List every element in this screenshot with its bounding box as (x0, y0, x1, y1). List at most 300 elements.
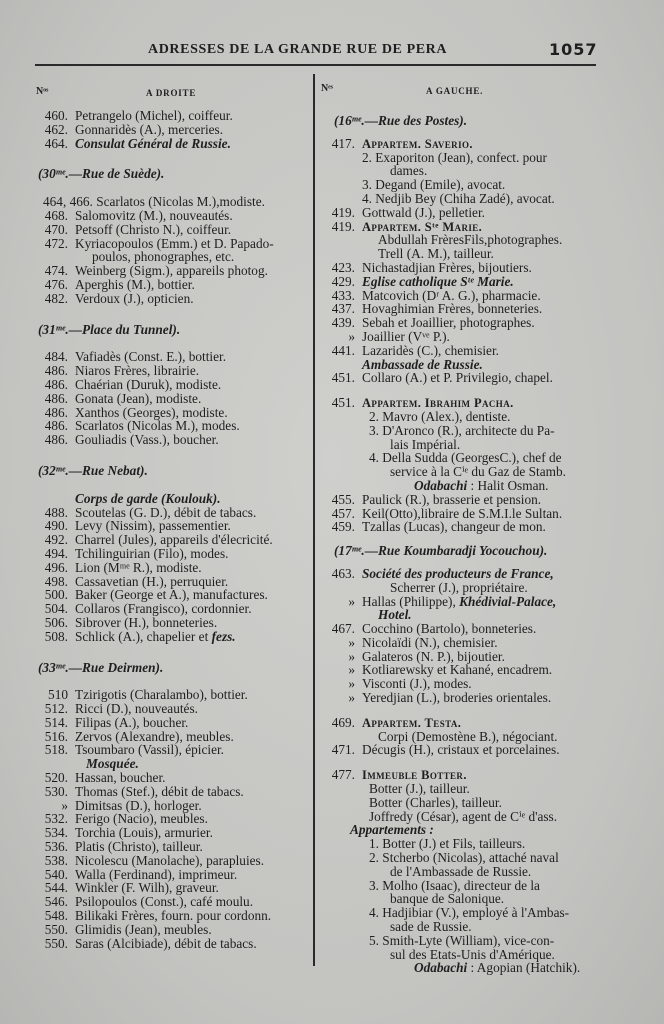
entry-number: 468. (44, 207, 68, 223)
entry-text: Hovaghimian Frères, bonneteries. (362, 301, 543, 317)
directory-entry (36, 350, 311, 364)
entry-text: 4. Nedjib Bey (Chiha Zadé), avocat. (362, 190, 555, 206)
directory-entry (36, 137, 311, 151)
entry-text: 3. D'Aronco (R.), architecte du Pa- (369, 422, 555, 438)
entry-number: 439. (331, 315, 355, 331)
entry-number: 459. (331, 519, 355, 535)
entry-number: 506. (44, 614, 68, 630)
entry-number: 417. (331, 135, 355, 151)
entry-number: 530. (44, 783, 68, 799)
entry-number: 508. (44, 628, 68, 644)
entry-number: 476. (44, 276, 68, 292)
entry-number: 460. (44, 108, 68, 123)
entry-text: : Agopian (Hatchik). (467, 960, 581, 976)
directory-entry (320, 567, 602, 581)
entry-number: 498. (44, 573, 68, 589)
entry-text: Appartem. Ibrahim Pacha. (362, 396, 514, 411)
entry-text: Ferigo (Nacio), meubles. (75, 811, 208, 827)
directory-entry (320, 206, 602, 220)
directory-entry (320, 743, 602, 757)
directory-entry (320, 302, 602, 316)
entry-text: 464, 466. Scarlatos (Nicolas M.),modiste. (43, 194, 265, 210)
entry-text: service à la Cⁱᵉ du Gaz de Stamb. (390, 464, 566, 480)
entry-number: 548. (44, 908, 68, 924)
entry-number: 532. (44, 811, 68, 827)
column-divider (313, 74, 315, 966)
directory-entry (320, 316, 602, 330)
entry-text: 2. Mavro (Alex.), dentiste. (369, 408, 511, 424)
left-column-heading: A DROITE (146, 88, 197, 98)
entry-number: 462. (44, 121, 68, 137)
directory-entry (36, 895, 311, 909)
entry-number: 484. (44, 349, 68, 365)
directory-entry (320, 581, 602, 595)
directory-entry (320, 892, 602, 906)
entry-number: 451. (331, 370, 355, 386)
entry-text: 3. Degand (Emile), avocat. (362, 177, 506, 193)
header-rule (35, 64, 596, 66)
section-heading (320, 114, 602, 128)
entry-text: Petrangelo (Michel), coiffeur. (75, 108, 233, 123)
entry-number: 516. (44, 728, 68, 744)
directory-entry (36, 616, 311, 630)
entry-text: Scoutelas (G. D.), débit de tabacs. (75, 504, 257, 520)
entry-text: (31ᵐᵉ.—Place du Tunnel). (38, 321, 181, 337)
entry-number: » (348, 328, 355, 344)
directory-entry (36, 730, 311, 744)
directory-entry (320, 920, 602, 934)
directory-entry (36, 264, 311, 278)
directory-entry (320, 330, 602, 344)
entry-text: Cassavetian (H.), perruquier. (75, 573, 229, 589)
entry-text: Scherrer (J.), propriétaire. (390, 579, 528, 595)
entry-number: 518. (44, 742, 68, 758)
directory-entry (320, 178, 602, 192)
entry-text: Consulat Général de Russie. (75, 135, 231, 151)
entry-text: Petsoff (Christo N.), coiffeur. (75, 221, 232, 237)
entry-text: Abdullah FrèresFils,photographes. (378, 232, 563, 248)
directory-entry (320, 595, 602, 609)
entry-text: Immeuble Botter. (362, 768, 467, 783)
entry-text: Torchia (Louis), armurier. (75, 825, 213, 841)
entry-number: » (348, 648, 355, 664)
directory-entry (320, 879, 602, 893)
left-numbers-label: Nᵒˢ (36, 86, 49, 97)
entry-text: Dimitsas (D.), horloger. (75, 797, 202, 813)
entry-text: Hallas (Philippe), (362, 593, 460, 609)
directory-entry (36, 292, 311, 306)
entry-text: sade de Russie. (390, 919, 472, 935)
entry-number: 486. (44, 432, 68, 448)
entry-text: Botter (Charles), tailleur. (369, 794, 502, 810)
entry-text: banque de Salonique. (390, 891, 505, 907)
directory-entry (320, 650, 602, 664)
entry-text: (32ᵐᵉ.—Rue Nebat). (38, 462, 148, 478)
directory-entry (320, 934, 602, 948)
directory-entry (320, 677, 602, 691)
directory-entry (320, 507, 602, 521)
entry-text: Lazaridès (C.), chemisier. (362, 342, 499, 358)
entry-text: Visconti (J.), modes. (362, 676, 472, 692)
entry-number: 488. (44, 504, 68, 520)
entry-text: Nichastadjian Frères, bijoutiers. (362, 259, 532, 275)
entry-text: Aperghis (M.), bottier. (75, 276, 195, 292)
entry-number: 494. (44, 545, 68, 561)
directory-entry (320, 451, 602, 465)
directory-entry (36, 630, 311, 644)
directory-entry (320, 906, 602, 920)
directory-entry (36, 195, 311, 209)
entry-text: sul des Etats-Unis d'Amérique. (390, 946, 555, 962)
entry-number: 457. (331, 505, 355, 521)
directory-entry (36, 378, 311, 392)
entry-number: 433. (331, 287, 355, 303)
entry-number: 429. (331, 273, 355, 289)
directory-entry (320, 796, 602, 810)
entry-number: 514. (44, 714, 68, 730)
directory-entry (36, 909, 311, 923)
directory-entry (320, 424, 602, 438)
entry-number: 464. (44, 135, 68, 151)
directory-entry (36, 492, 311, 506)
entry-number: 419. (331, 218, 355, 234)
directory-entry (36, 840, 311, 854)
entry-text: Trell (A. M.), tailleur. (378, 246, 494, 262)
entry-number: 534. (44, 825, 68, 841)
entry-text: Tzirigotis (Charalambo), bottier. (75, 687, 248, 703)
directory-entry (36, 237, 311, 251)
directory-entry (36, 392, 311, 406)
entry-text: Zervos (Alexandre), meubles. (75, 728, 234, 744)
entry-text: Corpi (Demostène B.), négociant. (378, 728, 558, 744)
entry-text: Filipas (A.), boucher. (75, 714, 189, 730)
entry-text: Keil(Otto),libraire de S.M.I.le Sultan. (362, 505, 563, 521)
entry-text: Winkler (F. Wilh), graveur. (75, 880, 219, 896)
entry-text: Kotliarewsky et Kahané, encadrem. (362, 662, 553, 678)
entry-number: 470. (44, 221, 68, 237)
entry-text: 2. Stcherbo (Nicolas), attaché naval (369, 850, 559, 866)
entry-text: 4. Della Sudda (GeorgesC.), chef de (369, 450, 562, 466)
entry-text: Tsoumbaro (Vassil), épicier. (75, 742, 224, 758)
directory-entry (320, 275, 602, 289)
directory-entry (320, 730, 602, 744)
entry-text: Ricci (D.), nouveautés. (75, 701, 198, 717)
entry-text: Matcovich (Dʳ A. G.), pharmacie. (362, 287, 541, 303)
entry-number: 455. (331, 491, 355, 507)
directory-entry (36, 688, 311, 702)
entry-number: 510 (48, 687, 68, 703)
directory-entry (36, 561, 311, 575)
directory-entry (320, 608, 602, 622)
entry-text: Tchilinguirian (Filo), modes. (75, 545, 229, 561)
section-heading (36, 323, 311, 337)
directory-entry (36, 419, 311, 433)
entry-text: Décugis (H.), cristaux et porcelaines. (362, 742, 560, 758)
directory-entry (36, 602, 311, 616)
directory-entry (320, 636, 602, 650)
directory-entry (36, 278, 311, 292)
running-header: ADRESSES DE LA GRANDE RUE DE PERA (148, 42, 448, 57)
entry-text: Lion (Mᵐᵉ R.), modiste. (75, 559, 202, 575)
directory-entry (320, 851, 602, 865)
entry-number: 538. (44, 852, 68, 868)
entry-text: Schlick (A.), chapelier et (75, 628, 212, 644)
entry-number: 504. (44, 601, 68, 617)
entry-text: Gonata (Jean), modiste. (75, 390, 202, 406)
entry-text: 2. Exaporiton (Jean), confect. pour (362, 149, 547, 165)
entry-text: Xanthos (Georges), modiste. (75, 404, 228, 420)
directory-entry (320, 865, 602, 879)
entry-text: Tzallas (Lucas), changeur de mon. (362, 519, 546, 535)
entry-text: Bilikaki Frères, fourn. pour cordonn. (75, 908, 272, 924)
directory-entry (36, 433, 311, 447)
directory-entry (320, 220, 602, 234)
entry-number: 486. (44, 390, 68, 406)
entry-text: 4. Hadjibiar (V.), employé à l'Ambas- (369, 905, 570, 921)
directory-entry (36, 364, 311, 378)
section-heading (36, 167, 311, 181)
entry-text: Appartem. Sᵗᵉ Marie. (362, 219, 483, 234)
entry-number: » (348, 676, 355, 692)
directory-entry (320, 358, 602, 372)
entry-text: Platis (Christo), tailleur. (75, 839, 203, 855)
entry-number: 474. (44, 263, 68, 279)
directory-entry (320, 465, 602, 479)
entry-text: Galateros (N. P.), bijoutier. (362, 648, 505, 664)
entry-number: 544. (44, 880, 68, 896)
entry-number: 486. (44, 404, 68, 420)
directory-entry (320, 961, 602, 975)
entry-text: Charrel (Jules), appareils d'élecricité. (75, 532, 273, 548)
directory-entry (36, 547, 311, 561)
directory-entry (320, 233, 602, 247)
entry-text: Psilopoulos (Const.), café moulu. (75, 894, 254, 910)
entry-text: (33ᵐᵉ.—Rue Deirmen). (38, 659, 164, 675)
entry-number: 482. (44, 290, 68, 306)
directory-entry (320, 520, 602, 534)
entry-number: 486. (44, 418, 68, 434)
entry-text: Nicolescu (Manolache), parapluies. (75, 852, 265, 868)
entry-number: 419. (331, 204, 355, 220)
entry-text: Botter (J.), tailleur. (369, 781, 470, 797)
directory-entry (320, 344, 602, 358)
entry-italic-prefix: Odabachi (414, 477, 468, 493)
entry-number: 550. (44, 921, 68, 937)
directory-entry (36, 743, 311, 757)
entry-text: Scarlatos (Nicolas M.), modes. (75, 418, 240, 434)
entry-text: Salomovitz (M.), nouveautés. (75, 207, 233, 223)
entry-number: 536. (44, 839, 68, 855)
directory-entry (320, 663, 602, 677)
entry-text: Corps de garde (Koulouk). (75, 490, 221, 506)
directory-entry (320, 151, 602, 165)
entry-number: 469. (331, 714, 355, 730)
entry-text: : Halit Osman. (467, 477, 549, 493)
entry-text: Eglise catholique Sᵗᵉ Marie. (362, 273, 514, 289)
directory-entry (36, 716, 311, 730)
entry-text: Thomas (Stef.), débit de tabacs. (75, 783, 244, 799)
directory-entry (320, 782, 602, 796)
directory-entry (36, 785, 311, 799)
entry-number: 550. (44, 935, 68, 951)
section-heading (36, 464, 311, 478)
entry-text: Société des producteurs de France, (362, 565, 554, 581)
entry-number: 486. (44, 376, 68, 392)
entry-number: 477. (331, 767, 355, 783)
entry-text: Collaro (A.) et P. Privilegio, chapel. (362, 370, 553, 386)
entry-number: 496. (44, 559, 68, 575)
directory-entry (36, 799, 311, 813)
directory-entry (36, 250, 311, 264)
directory-entry (36, 406, 311, 420)
entry-number: 437. (331, 301, 355, 317)
entry-number: » (61, 797, 68, 813)
entry-text: Verdoux (J.), opticien. (75, 290, 194, 306)
directory-entry (36, 575, 311, 589)
entry-text: Cocchino (Bartolo), bonneteries. (362, 621, 537, 637)
entry-text: 3. Molho (Isaac), directeur de la (369, 877, 540, 893)
right-column-heading: A GAUCHE. (426, 86, 484, 96)
directory-entry (320, 622, 602, 636)
entry-text: Appartements : (350, 822, 434, 838)
directory-entry (320, 479, 602, 493)
directory-entry (320, 396, 602, 410)
entry-text: Weinberg (Sigm.), appareils photog. (75, 263, 268, 279)
entry-number: 441. (331, 342, 355, 358)
directory-entry (320, 691, 602, 705)
entry-number: » (348, 593, 355, 609)
directory-entry (320, 823, 602, 837)
entry-text: Gonnaridès (A.), merceries. (75, 121, 224, 137)
directory-entry (320, 247, 602, 261)
directory-entry (36, 854, 311, 868)
directory-entry (320, 137, 602, 151)
directory-entry (36, 881, 311, 895)
entry-italic-prefix: Odabachi (414, 960, 468, 976)
entry-number: 472. (44, 235, 68, 251)
left-column (36, 109, 311, 950)
directory-entry (36, 109, 311, 123)
entry-number: » (348, 690, 355, 706)
entry-text: Appartem. Testa. (362, 715, 462, 730)
directory-entry (36, 519, 311, 533)
directory-entry (320, 493, 602, 507)
directory-entry (320, 768, 602, 782)
directory-entry (36, 533, 311, 547)
entry-text: dames. (390, 163, 428, 179)
entry-text: Sibrover (H.), bonneteries. (75, 614, 218, 630)
directory-entry (36, 702, 311, 716)
directory-entry (36, 506, 311, 520)
entry-number: 500. (44, 587, 68, 603)
directory-entry (320, 261, 602, 275)
entry-text: lais Impérial. (390, 436, 461, 452)
entry-text: Chaérian (Duruk), modiste. (75, 376, 222, 392)
entry-text: Hassan, boucher. (75, 770, 166, 786)
directory-entry (320, 716, 602, 730)
entry-text: Joaillier (Vᵛᵉ P.). (362, 328, 450, 344)
entry-text: Sebah et Joaillier, photographes. (362, 315, 535, 331)
entry-italic-suffix: fezs. (211, 628, 236, 644)
entry-text: poulos, phonographes, etc. (92, 249, 235, 265)
directory-entry (36, 209, 311, 223)
entry-text: Collaros (Frangisco), cordonnier. (75, 601, 252, 617)
directory-entry (36, 123, 311, 137)
directory-entry (36, 923, 311, 937)
directory-entry (320, 289, 602, 303)
entry-text: 5. Smith-Lyte (William), vice-con- (369, 932, 555, 948)
entry-text: Appartem. Saverio. (362, 136, 473, 151)
directory-entry (320, 192, 602, 206)
entry-number: 471. (331, 742, 355, 758)
entry-text: Vafiadès (Const. E.), bottier. (75, 349, 227, 365)
directory-entry (320, 837, 602, 851)
directory-entry (320, 810, 602, 824)
entry-text: Niaros Frères, librairie. (75, 363, 200, 379)
entry-text: Kyriacopoulos (Emm.) et D. Papado- (75, 235, 274, 251)
entry-number: » (348, 662, 355, 678)
right-column (320, 104, 602, 975)
entry-text: (30ᵐᵉ.—Rue de Suède). (38, 166, 165, 182)
directory-entry (36, 868, 311, 882)
entry-number: » (348, 634, 355, 650)
entry-text: Ambassade de Russie. (362, 356, 483, 372)
directory-entry (36, 812, 311, 826)
entry-number: 490. (44, 518, 68, 534)
entry-text: Joffredy (César), agent de Cⁱᵉ d'ass. (369, 808, 558, 824)
entry-text: Hotel. (378, 607, 412, 623)
entry-text: Glimidis (Jean), meubles. (75, 921, 212, 937)
entry-text: Baker (George et A.), manufactures. (75, 587, 268, 603)
directory-entry (320, 948, 602, 962)
entry-text: Mosquée. (86, 756, 139, 772)
entry-number: 486. (44, 363, 68, 379)
right-numbers-label: Nᵉˢ (321, 83, 333, 94)
directory-entry (320, 371, 602, 385)
directory-entry (36, 757, 311, 771)
entry-text: Yeredjian (L.), broderies orientales. (362, 690, 552, 706)
entry-text: Walla (Ferdinand), imprimeur. (75, 866, 238, 882)
entry-text: Gottwald (J.), pelletier. (362, 204, 485, 220)
entry-text: Nicolaïdi (N.), chemisier. (362, 634, 498, 650)
directory-entry (320, 438, 602, 452)
entry-number: 492. (44, 532, 68, 548)
directory-entry (36, 588, 311, 602)
entry-number: 520. (44, 770, 68, 786)
entry-text: (17ᵐᵉ.—Rue Koumbaradji Yocouchou). (334, 543, 548, 559)
entry-number: 451. (331, 395, 355, 411)
entry-number: 546. (44, 894, 68, 910)
section-heading (36, 661, 311, 675)
entry-text: Gouliadis (Vass.), boucher. (75, 432, 219, 448)
directory-entry (36, 223, 311, 237)
entry-text: de l'Ambassade de Russie. (390, 863, 532, 879)
directory-entry (36, 826, 311, 840)
entry-text: 1. Botter (J.) et Fils, tailleurs. (369, 836, 526, 852)
entry-text: Paulick (R.), brasserie et pension. (362, 491, 542, 507)
directory-entry (36, 937, 311, 951)
entry-number: 512. (44, 701, 68, 717)
page-number: 1057 (549, 40, 598, 59)
directory-entry (36, 771, 311, 785)
entry-number: 423. (331, 259, 355, 275)
entry-text: Saras (Alcibiade), débit de tabacs. (75, 935, 257, 951)
entry-number: 467. (331, 621, 355, 637)
entry-italic-suffix: Khédivial-Palace, (459, 593, 557, 609)
entry-number: 463. (331, 565, 355, 581)
directory-entry (320, 410, 602, 424)
section-heading (320, 544, 602, 558)
